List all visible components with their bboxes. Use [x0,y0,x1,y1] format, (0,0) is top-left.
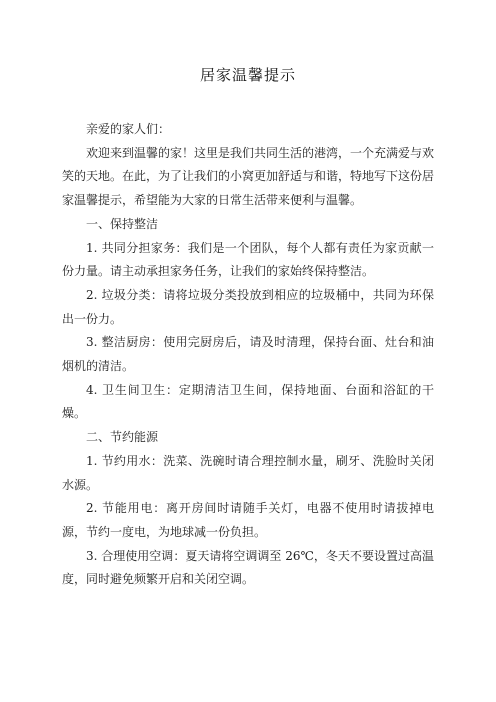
tidy-item-3: 3. 整洁厨房：使用完厨房后，请及时清理，保持台面、灶台和油烟机的清洁。 [62,335,434,374]
energy-item-2: 2. 节能用电：离开房间时请随手关灯，电器不使用时请拔掉电源，节约一度电，为地球减一份负担。 [62,501,434,539]
tidy-item-4: 4. 卫生间卫生：定期清洁卫生间，保持地面、台面和浴缸的干燥。 [62,382,434,421]
section-heading-tidy: 一、保持整洁 [86,216,159,231]
tidy-item-2: 2. 垃圾分类：请将垃圾分类投放到相应的垃圾桶中，共同为环保出一份力。 [62,287,434,326]
tidy-item-1: 1. 共同分担家务：我们是一个团队，每个人都有责任为家贡献一份力量。请主动承担家务任务，让我们的家始终保持整洁。 [62,240,434,279]
section-heading-energy: 二、节约能源 [86,430,159,445]
intro-paragraph: 欢迎来到温馨的家！这里是我们共同生活的港湾，一个充满爱与欢笑的天地。在此，为了让我们的小窝更加舒适与和谐，特地写下这份居家温馨提示，希望能为大家的日常生活带来便利与温馨。 [62,145,435,208]
greeting-paragraph: 亲爱的家人们： [86,122,171,136]
energy-item-3: 3. 合理使用空调：夏天请将空调调至 26℃，冬天不要设置过高温度，同时避免频繁开启和关闭空调。 [62,548,434,587]
document-body [62,118,434,592]
document-title: 居家温馨提示 [199,66,296,84]
energy-item-1: 1. 节约用水：洗菜、洗碗时请合理控制水量，刷牙、洗脸时关闭水源。 [62,453,434,492]
